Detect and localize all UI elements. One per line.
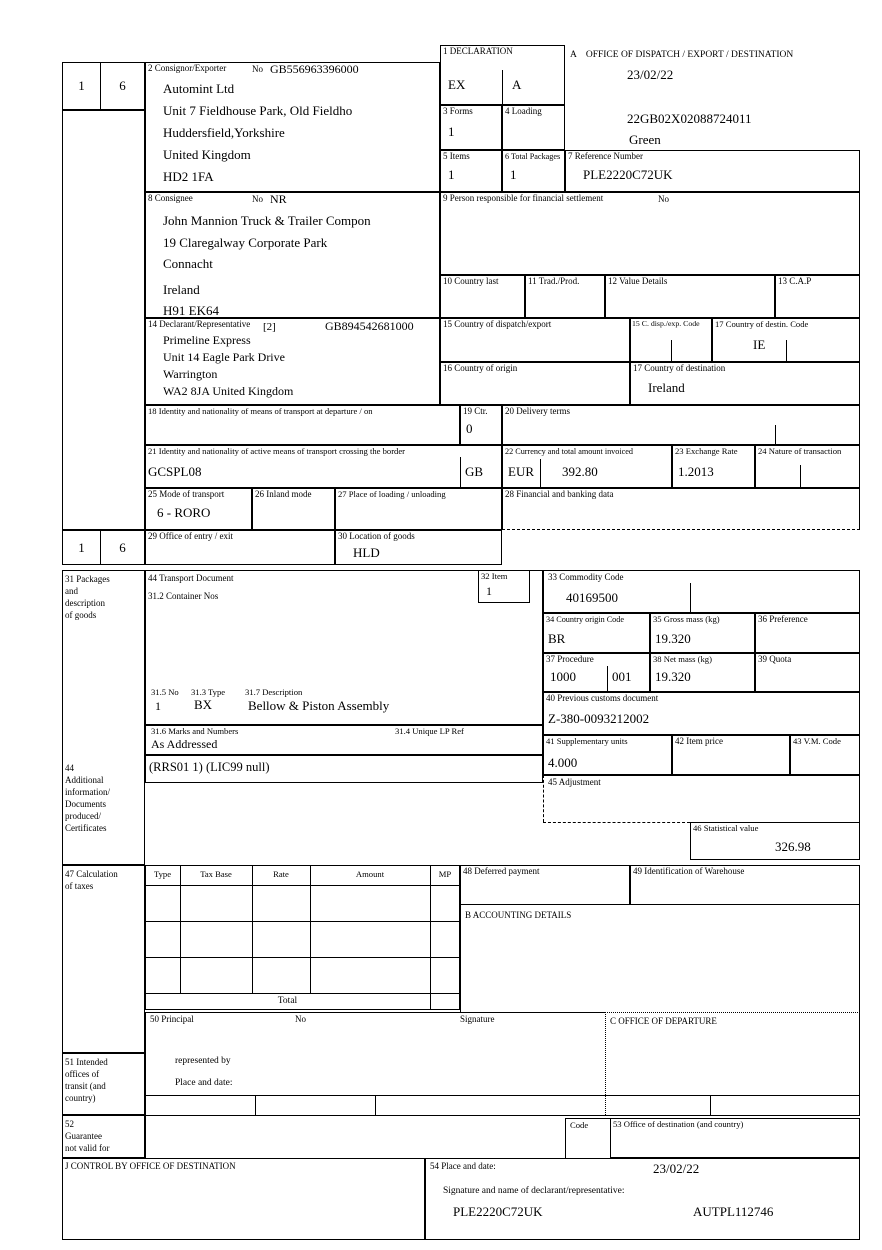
origin-country-code: BR bbox=[548, 631, 566, 646]
section-b-label: B ACCOUNTING DETAILS bbox=[465, 910, 572, 920]
box34-label: 34 Country origin Code bbox=[546, 615, 625, 624]
box47-label-line: 47 Calculation bbox=[65, 869, 118, 879]
box11-label: 11 Trad./Prod. bbox=[528, 276, 580, 286]
box45-label: 45 Adjustment bbox=[548, 777, 601, 787]
box39-label: 39 Quota bbox=[758, 654, 792, 664]
box16-label: 16 Country of origin bbox=[443, 363, 518, 373]
box51-label-line: 51 Intended bbox=[65, 1057, 108, 1067]
declarant-address-line: Primeline Express bbox=[163, 333, 251, 347]
corner-top-cell-6: 6 bbox=[100, 62, 145, 110]
section-j-label: J CONTROL BY OFFICE OF DESTINATION bbox=[65, 1161, 236, 1171]
box51-label-block bbox=[65, 1056, 108, 1104]
box33-label: 33 Commodity Code bbox=[548, 572, 624, 582]
box6-label: 6 Total Packages bbox=[505, 152, 561, 161]
net-mass: 19.320 bbox=[655, 669, 691, 684]
box54-reference-1: PLE2220C72UK bbox=[453, 1204, 543, 1219]
box42-label: 42 Item price bbox=[675, 736, 723, 746]
package-desc-label: 31.7 Description bbox=[245, 687, 303, 697]
box44-label-line: Documents bbox=[65, 799, 106, 809]
box31-label-line: description bbox=[65, 598, 105, 608]
box13-label: 13 C.A.P bbox=[778, 276, 812, 286]
goods-description: Bellow & Piston Assembly bbox=[248, 698, 390, 713]
box6-value: 1 bbox=[510, 167, 517, 182]
invoice-currency: EUR bbox=[508, 464, 534, 479]
box9-no-label: No bbox=[658, 194, 669, 204]
tax-total-label: Total bbox=[277, 996, 298, 1006]
box31-label-line: of goods bbox=[65, 610, 97, 620]
box25-label: 25 Mode of transport bbox=[148, 489, 225, 499]
box35-label: 35 Gross mass (kg) bbox=[653, 614, 720, 624]
box24-label: 24 Nature of transaction bbox=[758, 446, 842, 456]
consignee-address-line: Ireland bbox=[163, 282, 200, 297]
marks-label: 31.6 Marks and Numbers bbox=[151, 726, 239, 736]
corner-top-cell-1: 1 bbox=[62, 62, 101, 110]
box26-label: 26 Inland mode bbox=[255, 489, 312, 499]
box24-divider bbox=[800, 465, 801, 488]
section-c-office-departure bbox=[605, 1012, 860, 1115]
box22-divider bbox=[540, 459, 541, 488]
box50-no-label: No bbox=[295, 1014, 306, 1024]
box37-label: 37 Procedure bbox=[546, 654, 594, 664]
box44-label-line: Additional bbox=[65, 775, 104, 785]
procedure-code: 1000 bbox=[550, 669, 576, 684]
box54-signature-label: Signature and name of declarant/representative: bbox=[443, 1186, 625, 1196]
box15-label: 15 Country of dispatch/export bbox=[443, 319, 552, 329]
box9-label: 9 Person responsible for financial settlement bbox=[443, 193, 604, 203]
tax-table-row-line bbox=[145, 993, 460, 994]
signature-cell-divider bbox=[375, 1095, 376, 1115]
consignee-address-line: John Mannion Truck & Trailer Compon bbox=[163, 213, 371, 228]
active-transport-nationality: GB bbox=[465, 464, 484, 479]
box44-label-line: Certificates bbox=[65, 823, 107, 833]
box36-label: 36 Preference bbox=[758, 614, 808, 624]
represented-by-label: represented by bbox=[175, 1056, 231, 1066]
box51-label-line: transit (and bbox=[65, 1081, 106, 1091]
box51-label-line: offices of bbox=[65, 1069, 100, 1079]
supplementary-units: 4.000 bbox=[548, 755, 578, 770]
box14-label: 14 Declarant/Representative bbox=[148, 319, 251, 329]
consignor-address-line: Huddersfield,Yorkshire bbox=[163, 125, 285, 140]
declarant-code: [2] bbox=[263, 321, 276, 333]
box15a-label: 15 C. disp./exp. Code bbox=[632, 319, 700, 328]
declaration-type: EX bbox=[448, 77, 466, 92]
box50-signature-label: Signature bbox=[460, 1014, 495, 1024]
box31-label-line: 31 Packages bbox=[65, 574, 110, 584]
statistical-value: 326.98 bbox=[775, 839, 811, 854]
box51-label-line: country) bbox=[65, 1093, 96, 1103]
tax-table-row-line bbox=[145, 957, 460, 958]
box3-value: 1 bbox=[448, 124, 455, 139]
exchange-rate: 1.2013 bbox=[678, 464, 714, 479]
box5-label: 5 Items bbox=[443, 151, 470, 161]
tax-col-amount-header: Amount bbox=[355, 869, 385, 879]
goods-location: HLD bbox=[353, 545, 380, 560]
box10-label: 10 Country last bbox=[443, 276, 499, 286]
box40-label: 40 Previous customs document bbox=[546, 693, 659, 703]
consignor-address-line: Automint Ltd bbox=[163, 81, 235, 96]
consignee-no: NR bbox=[270, 192, 287, 206]
consignor-eori: GB556963396000 bbox=[270, 62, 359, 76]
section-c-label: C OFFICE OF DEPARTURE bbox=[610, 1016, 717, 1026]
box12-label: 12 Value Details bbox=[608, 276, 668, 286]
additional-documents-value: (RRS01 1) (LIC99 null) bbox=[149, 760, 270, 774]
declarant-eori: GB894542681000 bbox=[325, 319, 414, 333]
corner-mid-cell-1: 1 bbox=[62, 530, 101, 565]
declaration-subtype: A bbox=[512, 77, 522, 92]
box4-label: 4 Loading bbox=[505, 106, 542, 116]
marks-value: As Addressed bbox=[151, 737, 218, 751]
gross-mass: 19.320 bbox=[655, 631, 691, 646]
box41-label: 41 Supplementary units bbox=[546, 736, 628, 746]
destination-country: Ireland bbox=[648, 380, 685, 395]
box38-label: 38 Net mass (kg) bbox=[653, 654, 712, 664]
movement-reference-number: 22GB02X02088724011 bbox=[627, 111, 752, 126]
box8-no-label: No bbox=[252, 194, 263, 204]
box44-label-line: 44 bbox=[65, 763, 74, 773]
box52-left-line bbox=[145, 1115, 146, 1158]
consignee-address-line: 19 Claregalway Corporate Park bbox=[163, 235, 328, 250]
box17a-label: 17 Country of destin. Code bbox=[715, 319, 809, 329]
box45-dashed-bottom bbox=[543, 822, 690, 823]
box53-label: 53 Office of destination (and country) bbox=[613, 1119, 744, 1129]
box52-label-line: 52 bbox=[65, 1119, 74, 1129]
box49-label: 49 Identification of Warehouse bbox=[633, 866, 745, 876]
box52-label-line: Guarantee bbox=[65, 1131, 102, 1141]
declarant-address-line: Warrington bbox=[163, 367, 218, 381]
package-type: BX bbox=[194, 697, 213, 712]
box1-label: 1 DECLARATION bbox=[443, 46, 513, 56]
tax-table-row-line bbox=[145, 921, 460, 922]
item-number: 1 bbox=[486, 584, 492, 598]
signature-cell-divider bbox=[255, 1095, 256, 1115]
box31-label-block bbox=[65, 573, 110, 621]
package-no: 1 bbox=[155, 699, 161, 713]
container-nos-label: 31.2 Container Nos bbox=[148, 591, 219, 601]
tax-table-row-line bbox=[145, 885, 460, 886]
box54-date: 23/02/22 bbox=[653, 1161, 700, 1176]
box33-divider bbox=[690, 583, 691, 613]
box17a-divider bbox=[786, 340, 787, 362]
box1-divider bbox=[502, 70, 503, 105]
active-transport-identity: GCSPL08 bbox=[148, 464, 202, 479]
consignor-address-line: HD2 1FA bbox=[163, 169, 214, 184]
box3-label: 3 Forms bbox=[443, 106, 473, 116]
place-and-date-label: Place and date: bbox=[175, 1078, 233, 1088]
tax-col-rate-header: Rate bbox=[273, 869, 289, 879]
tax-col-type-header: Type bbox=[153, 869, 172, 879]
corner-mid-cell-6: 6 bbox=[100, 530, 145, 565]
signature-cell-divider bbox=[145, 1095, 146, 1115]
destination-country-code: IE bbox=[753, 337, 766, 352]
unique-lp-ref-label: 31.4 Unique LP Ref bbox=[395, 726, 464, 736]
consignee-address-line: Connacht bbox=[163, 256, 213, 271]
package-no-label: 31.5 No bbox=[151, 687, 179, 697]
signature-row-top-line bbox=[145, 1095, 860, 1096]
consignee-address-line: H91 EK64 bbox=[163, 303, 219, 318]
box31-label-line: and bbox=[65, 586, 78, 596]
package-type-label: 31.3 Type bbox=[191, 687, 226, 697]
previous-document: Z-380-0093212002 bbox=[548, 711, 650, 726]
tax-col-mp-header: MP bbox=[438, 869, 452, 879]
section-b-accounting bbox=[460, 905, 860, 1012]
declarant-address-line: Unit 14 Eagle Park Drive bbox=[163, 350, 285, 364]
invoice-amount: 392.80 bbox=[562, 464, 598, 479]
box18-label: 18 Identity and nationality of means of transport at departure / on bbox=[148, 406, 373, 416]
routing-status: Green bbox=[629, 132, 661, 147]
consignor-address-line: Unit 7 Fieldhouse Park, Old Fieldho bbox=[163, 103, 353, 118]
signature-cell-divider bbox=[710, 1095, 711, 1115]
commodity-code: 40169500 bbox=[566, 590, 618, 605]
box47-label-line: of taxes bbox=[65, 881, 94, 891]
mode-of-transport: 6 - RORO bbox=[157, 505, 211, 520]
box46-label: 46 Statistical value bbox=[693, 823, 759, 833]
box19-label: 19 Ctr. bbox=[463, 406, 488, 416]
box7-label: 7 Reference Number bbox=[568, 151, 643, 161]
transport-document-label: 44 Transport Document bbox=[148, 573, 234, 583]
box44-additional-label-block bbox=[65, 762, 110, 834]
box54-reference-2: AUTPL112746 bbox=[693, 1204, 774, 1219]
box7-value: PLE2220C72UK bbox=[583, 167, 673, 182]
box15a-divider bbox=[671, 340, 672, 362]
box28-label: 28 Financial and banking data bbox=[505, 489, 614, 499]
box-9-financial-settlement bbox=[440, 192, 860, 275]
box5-value: 1 bbox=[448, 167, 455, 182]
box22-label: 22 Currency and total amount invoiced bbox=[505, 447, 634, 456]
left-margin-column bbox=[62, 110, 145, 530]
box47-label-column bbox=[62, 865, 145, 1053]
box-8-consignee bbox=[145, 192, 440, 318]
box20-divider bbox=[775, 425, 776, 445]
box23-label: 23 Exchange Rate bbox=[675, 446, 738, 456]
tax-calculation-table bbox=[145, 865, 460, 1010]
box48-label: 48 Deferred payment bbox=[463, 866, 540, 876]
section-a-label: A OFFICE OF DISPATCH / EXPORT / DESTINATION bbox=[570, 50, 794, 60]
box37-divider bbox=[607, 666, 608, 692]
consignor-address-line: United Kingdom bbox=[163, 147, 251, 162]
box8-label: 8 Consignee bbox=[148, 193, 193, 203]
signature-row-bottom-line bbox=[145, 1115, 860, 1116]
box44-label-line: information/ bbox=[65, 787, 110, 797]
box52-label-block bbox=[65, 1118, 110, 1154]
box30-label: 30 Location of goods bbox=[338, 531, 415, 541]
box21-divider bbox=[460, 457, 461, 488]
box27-label: 27 Place of loading / unloading bbox=[338, 489, 446, 499]
dispatch-date: 23/02/22 bbox=[627, 67, 674, 82]
box54-label: 54 Place and date: bbox=[430, 1161, 496, 1171]
box50-label: 50 Principal bbox=[150, 1014, 194, 1024]
box47-label-block bbox=[65, 868, 118, 892]
box43-label: 43 V.M. Code bbox=[793, 736, 841, 746]
box2-label: 2 Consignor/Exporter bbox=[148, 63, 227, 73]
box20-label: 20 Delivery terms bbox=[505, 406, 570, 416]
tax-col-taxbase-header: Tax Base bbox=[200, 869, 232, 879]
box29-label: 29 Office of entry / exit bbox=[148, 531, 234, 541]
box52-label-line: not valid for bbox=[65, 1143, 110, 1153]
box32-label: 32 Item bbox=[481, 571, 508, 581]
box2-no-label: No bbox=[252, 64, 263, 74]
tax-table-column-line bbox=[430, 865, 431, 1010]
box21-label: 21 Identity and nationality of active means of transport crossing the border bbox=[148, 446, 406, 456]
guarantee-code-label: Code bbox=[570, 1120, 589, 1130]
box19-value: 0 bbox=[466, 421, 473, 436]
procedure-code-additional: 001 bbox=[612, 669, 632, 684]
box44-label-line: produced/ bbox=[65, 811, 101, 821]
declarant-address-line: WA2 8JA United Kingdom bbox=[163, 384, 294, 398]
box17-label: 17 Country of destination bbox=[633, 363, 726, 373]
